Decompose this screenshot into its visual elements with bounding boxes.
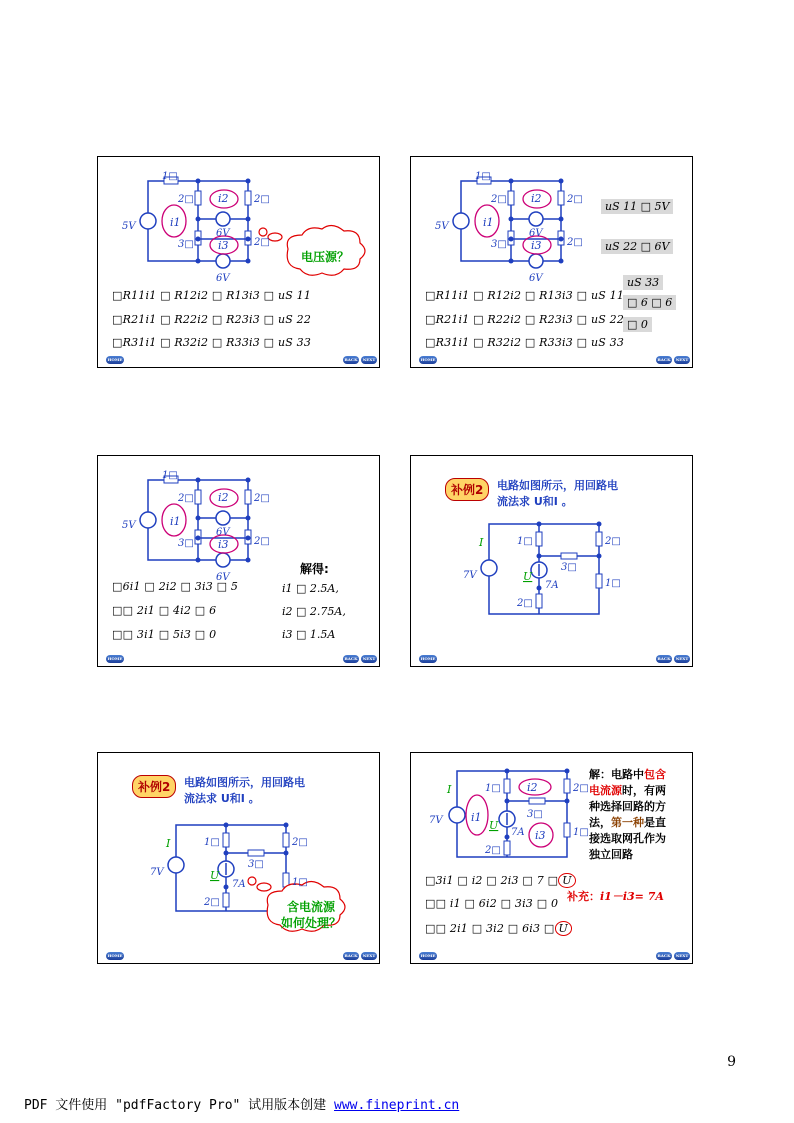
svg-text:U: U [489,819,499,832]
svg-text:2□: 2□ [485,845,501,856]
svg-text:i1: i1 [170,216,181,229]
equation-1: □3i1 □ i2 □ 2i3 □ 7 □ U [425,873,576,888]
svg-text:i2: i2 [531,192,542,205]
svg-text:7A: 7A [232,879,246,890]
svg-text:2□: 2□ [254,536,270,547]
equation-1: □R11i1 □ R12i2 □ R13i3 □ uS 11 [112,289,312,302]
solution-i2: i2 □ 2.75A, [282,605,346,618]
slide-1 [97,156,380,368]
svg-text:2□: 2□ [573,783,589,794]
svg-text:i1: i1 [471,811,482,824]
pdf-footer: PDF 文件使用 "pdfFactory Pro" 试用版本创建 www.fineprint.cn [24,1098,460,1113]
svg-text:6V: 6V [216,228,230,239]
equation-1: □6i1 □ 2i2 □ 3i3 □ 5 [112,580,239,593]
solution-title: 解得: [300,562,329,576]
us33-box-value: □ 0 [623,317,652,332]
svg-text:i2: i2 [527,781,538,794]
page-number: 9 [727,1054,736,1070]
svg-text:6V: 6V [216,527,230,538]
svg-text:2□: 2□ [254,237,270,248]
voltage-source-cloud: 电压源？ [300,250,349,264]
svg-text:U: U [523,570,533,583]
svg-text:5V: 5V [122,520,136,531]
us33-box-label: uS 33 [623,275,663,290]
svg-text:1□: 1□ [204,837,220,848]
next-button[interactable]: NEXT [675,357,689,362]
svg-text:U: U [210,869,220,882]
svg-text:6V: 6V [216,273,230,284]
svg-text:i3: i3 [531,239,542,252]
svg-text:5V: 5V [122,221,136,232]
equation-3: □□ 2i1 □ 3i2 □ 6i3 □ U [425,921,572,936]
example-badge: 补例2 [445,478,489,501]
svg-text:6V: 6V [529,228,543,239]
slide-3 [97,455,380,667]
svg-text:2□: 2□ [517,598,533,609]
svg-text:5V: 5V [435,221,449,232]
equation-3: □R31i1 □ R32i2 □ R33i3 □ uS 33 [425,336,625,349]
solution-note: 解：电路中包含 电流源时，有两 种选择回路的方 法，第一种是直 接选取网孔作为 独立回路 [589,768,666,861]
svg-text:7A: 7A [511,827,525,838]
slide-2 [410,156,693,368]
equation-2: □□ i1 □ 6i2 □ 3i3 □ 0 [425,897,559,910]
current-source-cloud: 含电流源 如何处理？ [280,900,341,930]
circled-u: U [558,873,575,888]
svg-text:1□: 1□ [292,877,308,888]
problem-statement: 电路如图所示，用回路电 流法求 U和I 。 [497,479,618,508]
next-button[interactable]: NEXT [675,656,689,661]
svg-text:i2: i2 [218,491,229,504]
svg-text:2□: 2□ [178,493,194,504]
back-button[interactable]: BACK [344,953,358,958]
svg-text:i1: i1 [483,216,494,229]
svg-text:2□: 2□ [254,493,270,504]
back-button[interactable]: BACK [657,357,671,362]
us33-box-sum: □ 6 □ 6 [623,295,676,310]
svg-text:2□: 2□ [491,194,507,205]
svg-text:2□: 2□ [567,194,583,205]
us11-box: uS 11 □ 5V [601,199,673,214]
example-badge: 补例2 [132,775,176,798]
svg-text:3□: 3□ [178,538,194,549]
svg-text:2□: 2□ [204,897,220,908]
svg-text:I: I [479,536,484,549]
svg-text:2□: 2□ [178,194,194,205]
svg-text:1□: 1□ [573,827,589,838]
svg-text:3□: 3□ [178,239,194,250]
circuit-diagram [411,456,693,667]
svg-text:i2: i2 [218,192,229,205]
circuit-diagram [98,753,380,964]
fineprint-link[interactable]: www.fineprint.cn [334,1098,460,1113]
svg-text:2□: 2□ [254,194,270,205]
solution-i1: i1 □ 2.5A, [282,582,339,595]
back-button[interactable]: BACK [657,656,671,661]
svg-text:3□: 3□ [491,239,507,250]
home-button[interactable]: HOME [107,656,123,661]
svg-text:i1: i1 [170,515,181,528]
slide-5 [97,752,380,964]
equation-2: □R21i1 □ R22i2 □ R23i3 □ uS 22 [425,313,625,326]
back-button[interactable]: BACK [344,357,358,362]
svg-text:i3: i3 [535,829,546,842]
problem-statement: 电路如图所示，用回路电 流法求 U和I 。 [184,776,305,805]
equation-2: □R21i1 □ R22i2 □ R23i3 □ uS 22 [112,313,312,326]
equation-2: □□ 2i1 □ 4i2 □ 6 [112,604,217,617]
home-button[interactable]: HOME [420,357,436,362]
svg-text:7V: 7V [463,570,477,581]
us22-box: uS 22 □ 6V [601,239,673,254]
supplement-note: 补充：i1－i3= 7A [567,890,664,903]
back-button[interactable]: BACK [657,953,671,958]
slide-6 [410,752,693,964]
svg-text:2□: 2□ [567,237,583,248]
circled-u: U [555,921,572,936]
svg-text:7V: 7V [429,815,443,826]
next-button[interactable]: NEXT [362,953,376,958]
next-button[interactable]: NEXT [362,357,376,362]
home-button[interactable]: HOME [107,953,123,958]
home-button[interactable]: HOME [420,953,436,958]
svg-text:i3: i3 [218,239,229,252]
home-button[interactable]: HOME [107,357,123,362]
svg-text:7V: 7V [150,867,164,878]
svg-text:1□: 1□ [162,171,178,182]
svg-text:3□: 3□ [561,562,577,573]
svg-text:1□: 1□ [517,536,533,547]
home-button[interactable]: HOME [420,656,436,661]
svg-text:7A: 7A [545,580,559,591]
solution-i3: i3 □ 1.5A [282,628,336,641]
svg-text:1□: 1□ [475,171,491,182]
equation-1: □R11i1 □ R12i2 □ R13i3 □ uS 11 [425,289,625,302]
svg-text:6V: 6V [529,273,543,284]
next-button[interactable]: NEXT [675,953,689,958]
svg-text:2□: 2□ [605,536,621,547]
svg-text:1□: 1□ [485,783,501,794]
svg-text:1□: 1□ [162,470,178,481]
next-button[interactable]: NEXT [362,656,376,661]
svg-text:3□: 3□ [527,809,543,820]
equation-3: □R31i1 □ R32i2 □ R33i3 □ uS 33 [112,336,312,349]
svg-text:I: I [166,837,171,850]
slide-4 [410,455,693,667]
svg-text:6V: 6V [216,572,230,583]
svg-text:2□: 2□ [292,837,308,848]
svg-text:i3: i3 [218,538,229,551]
svg-text:3□: 3□ [248,859,264,870]
svg-text:1□: 1□ [605,578,621,589]
svg-text:I: I [447,783,452,796]
equation-3: □□ 3i1 □ 5i3 □ 0 [112,628,217,641]
back-button[interactable]: BACK [344,656,358,661]
